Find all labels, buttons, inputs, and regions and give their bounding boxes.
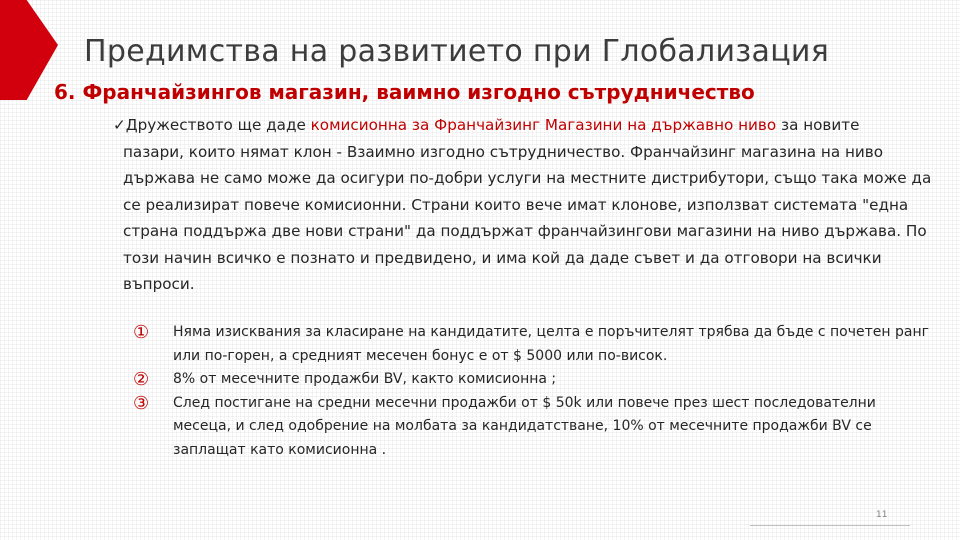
paragraph-intro: Дружеството ще даде xyxy=(125,116,311,134)
number-marker: ① xyxy=(133,322,150,343)
number-marker: ③ xyxy=(133,392,150,414)
list-item xyxy=(133,368,933,392)
slide-title: Предимства на развитието при Глобализация xyxy=(84,34,830,69)
number-marker: ② xyxy=(133,369,150,390)
page-number: 11 xyxy=(876,510,888,520)
list-item xyxy=(133,321,933,368)
main-paragraph xyxy=(113,112,933,298)
paragraph-body: пазари, които нямат клон - Взаимно изгодно сътрудничество. Франчайзинг магазина на ниво държава не само може да осигури по-добри услуги на местните дистрибутори, също така може да се реализират повече комисионни. Страни които вече имат клонове, използват системата "една страна поддържа две нови страни" да поддържат франчайзингови магазини на ниво държава. По този начин всичко е познато и предвидено, и има кой да даде съвет и да отговори на всички въпроси. xyxy=(123,142,932,293)
list-item-text: 8% от месечните продажби BV, както комисионна ; xyxy=(173,371,557,387)
numbered-points xyxy=(133,321,933,462)
list-item-text: Няма изисквания за класиране на кандидатите, целта е поръчителят трябва да бъде с почетен ранг или по-горен, а средният месечен бонус е от $ 5000 или по-висок. xyxy=(173,324,929,364)
paragraph-highlight: комисионна за Франчайзинг Магазини на държавно ниво xyxy=(310,116,777,134)
footer-divider xyxy=(750,525,910,526)
paragraph-intro-end: за новите xyxy=(776,116,860,134)
corner-decoration xyxy=(0,0,58,100)
list-item xyxy=(133,392,933,463)
slide-subtitle: 6. Франчайзингов магазин, ваимно изгодно сътрудничество xyxy=(54,80,755,104)
list-item-text: След постигане на средни месечни продажби от $ 50k или повече през шест последователни месеца, и след одобрение на молбата за кандидатстване, 10% от месечните продажби BV се заплащат като комисионна . xyxy=(173,394,876,458)
checkmark-icon: ✓ xyxy=(113,116,126,134)
